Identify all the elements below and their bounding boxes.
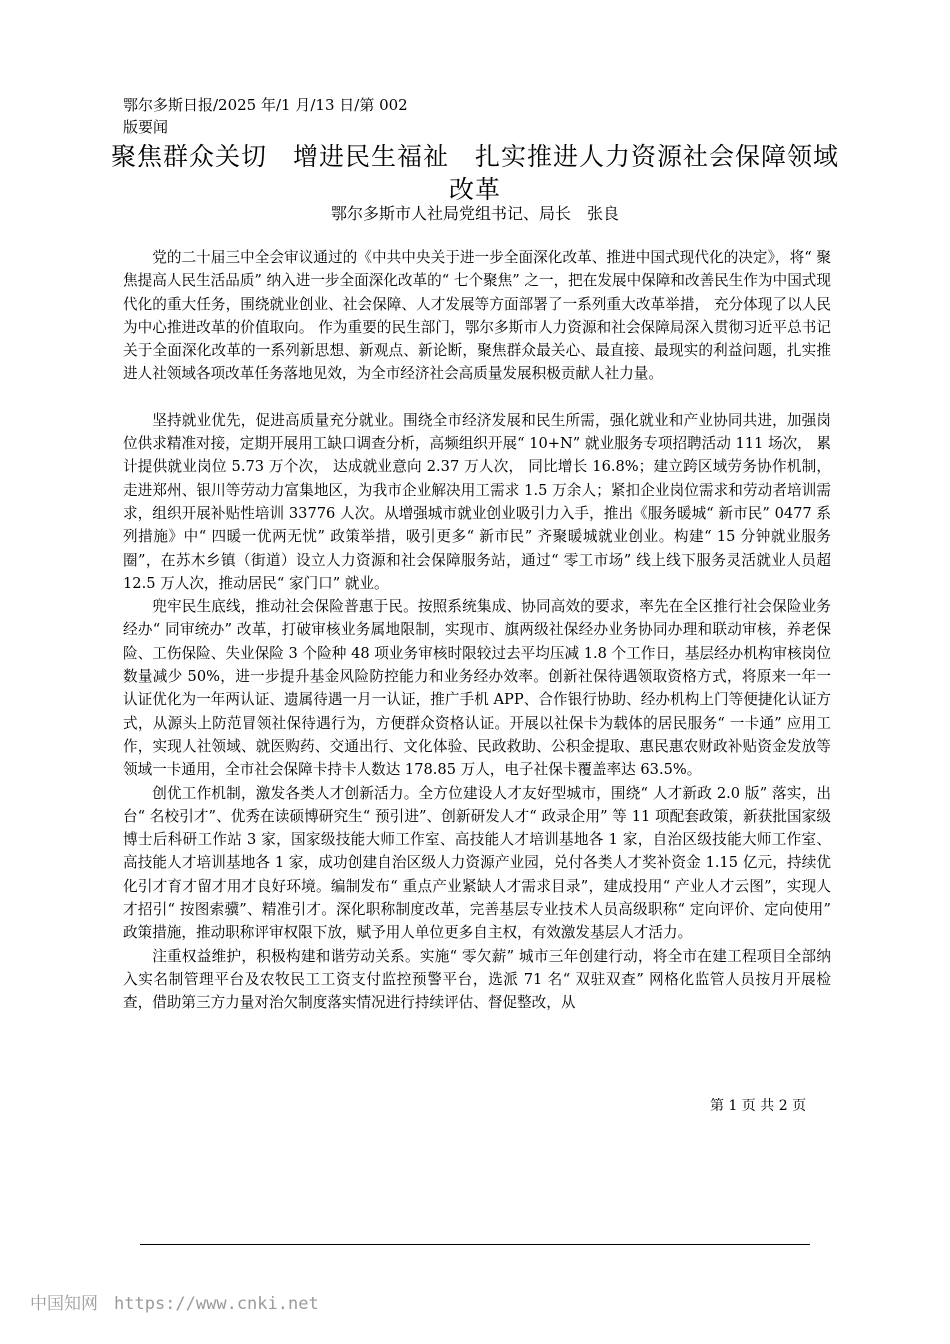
article-title: 聚焦群众关切 增进民生福祉 扎实推进人力资源社会保障领域改革 (110, 142, 839, 204)
footer-divider (140, 1244, 810, 1245)
intro-paragraph: 党的二十届三中全会审议通过的《中共中央关于进一步全面深化改革、推进中国式现代化的决定》，将“ 聚焦提高人民生活品质” 纳入进一步全面深化改革的“ 七个聚焦” 之一，把在发展中保障和改善民生作为中国式现代化的重大任务，围绕就业创业、社会保障、人才发展等方面部署了一系列重大改革举措， 充分体现了以人民为中心推进改革的价值取向。 作为重要的民生部门，鄂尔多斯市人力资源和社会保障局深入贯彻习近平总书记关于全面深化改革的一系列新思想、新观点、新论断，聚焦群众最关心、最直接、最现实的利益问题，扎实推进人社领域各项改革任务落地见效，为全市经济社会高质量发展积极贡献人社力量。 (123, 249, 831, 383)
cnki-watermark (30, 1292, 319, 1316)
labor-rights-paragraph: 注重权益维护，积极构建和谐劳动关系。实施“ 零欠薪” 城市三年创建行动，将全市在建工程项目全部纳入实名制管理平台及农牧民工工资支付监控预警平台，选派 71 名“ 双驻双查” 网格化监管人员按月开展检查，借助第三方力量对治欠制度落实情况进行持续评估、督促整改，从 (123, 947, 831, 1012)
article-author: 鄂尔多斯市人社局党组书记、局长 张良 (330, 204, 619, 223)
social-insurance-paragraph: 兜牢民生底线，推动社会保险普惠于民。按照系统集成、协同高效的要求，率先在全区推行社会保险业务经办“ 同审统办” 改革，打破审核业务属地限制，实现市、旗两级社保经办业务协同办理和联动审核，养老保险、工伤保险、失业保险 3 个险种 48 项业务审核时限较过去平均压减 1.8 个工作日，基层经办机构审核岗位数量减少 50%，进一步提升基金风险防控能力和业务经办效率。创新社保待遇领取资格方式，将原来一年一认证优化为一年两认证、遗属待遇一月一认证，推广手机 APP、合作银行协助、经办机构上门等便捷化认证方式，从源头上防范冒领社保待遇行为，方便群众资格认证。开展以社保卡为载体的居民服务“ 一卡通” 应用工作，实现人社领域、就医购药、交通出行、文化体验、民政救助、公积金提取、惠民惠农财政补贴资金发放等领域一卡通用，全市社会保障卡持卡人数达 178.85 万人，电子社保卡覆盖率达 63.5%。 (123, 598, 831, 779)
watermark-name: 中国知网 (30, 1294, 98, 1314)
page-section: 版要闻 (123, 118, 169, 136)
page-number: 第 1 页 共 2 页 (710, 1098, 807, 1114)
employment-paragraph: 坚持就业优先，促进高质量充分就业。围绕全市经济发展和民生所需，强化就业和产业协同共进，加强岗位供求精准对接，定期开展用工缺口调查分析，高频组织开展“ 10+N” 就业服务专项招聘活动 111 场次， 累计提供就业岗位 5.73 万个次， 达成就业意向 2.37 万人次， 同比增长 16.8%；建立跨区域劳务协作机制，走进郑州、银川等劳动力富集地区，为我市企业解决用工需求 1.5 万余人；紧扣企业岗位需求和劳动者培训需求，组织开展补贴性培训 33776 人次。从增强城市就业创业吸引力入手，推出《服务暖城“ 新市民” 0477 系列措施》中“ 四暖一优两无忧” 政策举措，吸引更多“ 新市民” 齐聚暖城就业创业。构建“ 15 分钟就业服务圈”，在苏木乡镇（街道）设立人力资源和社会保障服务站，通过“ 零工市场” 线上线下服务灵活就业人员超 12.5 万人次，推动居民“ 家门口” 就业。 (123, 411, 831, 592)
article-body (123, 246, 831, 1015)
publication-source: 鄂尔多斯日报/2025 年/1 月/13 日/第 002 (123, 96, 408, 114)
talent-paragraph: 创优工作机制，激发各类人才创新活力。全方位建设人才友好型城市，围绕“ 人才新政 2.0 版” 落实，出台“ 名校引才”、优秀在读硕博研究生“ 预引进”、创新研发人才“ 政录企用” 等 11 项配套政策，新获批国家级博士后科研工作站 3 家，国家级技能大师工作室、高技能人才培训基地各 1 家，自治区级技能大师工作室、高技能人才培训基地各 1 家，成功创建自治区级人力资源产业园，兑付各类人才奖补资金 1.15 亿元，持续优化引才育才留才用才良好环境。编制发布“ 重点产业紧缺人才需求目录”，建成投用“ 产业人才云图”，实现人才招引“ 按图索骥”、精准引才。深化职称制度改革，完善基层专业技术人员高级职称“ 定向评价、定向使用” 政策措施，推动职称评审权限下放，赋予用人单位更多自主权，有效激发基层人才活力。 (123, 784, 831, 942)
watermark-url[interactable]: https://www.cnki.net (114, 1294, 319, 1314)
